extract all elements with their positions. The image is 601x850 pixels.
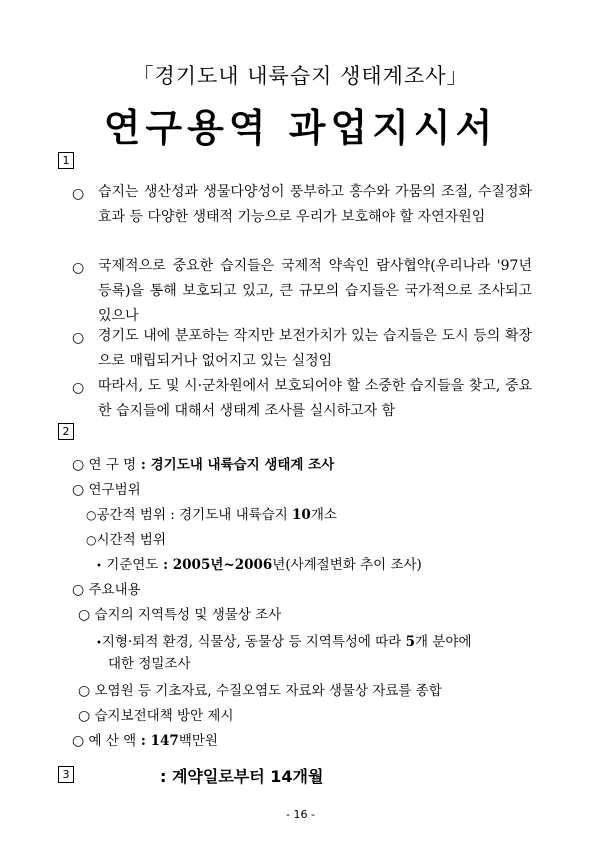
- content-item-2: [78, 681, 442, 701]
- research-scope-row: [72, 480, 141, 500]
- budget-value: 147: [150, 733, 179, 749]
- content-item-1-text: 습지의 지역특성 및 생물상 조사: [94, 607, 282, 623]
- bullet-icon: ○: [72, 186, 85, 202]
- base-year-start: 2005: [172, 557, 211, 573]
- temporal-scope-row: [86, 530, 166, 550]
- temporal-scope-label: 시간적 범위: [96, 532, 166, 548]
- main-content-row: [72, 580, 141, 600]
- content-item-3: [78, 706, 234, 726]
- section-1-item-3: 경기도 내에 분포하는 작지만 보전가치가 있는 습지들은 도시 등의 확장으로 매립되거나 없어지고 있는 실정임: [98, 328, 532, 369]
- section-3-number: 3: [58, 766, 74, 783]
- bullet-icon: ○: [78, 607, 91, 623]
- contract-period: : 계약일로부터 14개월: [160, 767, 324, 786]
- research-scope-label: 연구범위: [88, 482, 141, 498]
- bullet-icon: ○: [86, 508, 97, 522]
- bullet-icon: ○: [78, 683, 91, 699]
- base-year-label: 기준연도: [106, 557, 159, 573]
- spatial-scope-count: 10: [292, 507, 311, 523]
- spatial-scope-unit: 개소: [310, 507, 337, 523]
- base-year-start-unit: 년~: [210, 557, 235, 573]
- content-item-1-detail-text: 지형·퇴적 환경, 식물상, 동물상 등 지역특성에 따라: [101, 634, 406, 650]
- section-1-number: 1: [58, 152, 74, 169]
- section-1-item-2: 국제적으로 중요한 습지들은 국제적 약속인 람사협약(우리나라 '97년 등록)을 통해 보호되고 있고, 큰 규모의 습지들은 국가적으로 조사되고 있으나: [98, 258, 532, 324]
- content-item-2-text: 오염원 등 기초자료, 수질오염도 자료와 생물상 자료를 종합: [94, 683, 442, 699]
- spatial-scope-row: [86, 505, 337, 525]
- budget-unit: 백만원: [178, 733, 218, 749]
- section-1-item-1: 습지는 생산성과 생물다양성이 풍부하고 홍수와 가뭄의 조절, 수질정화효과 등 다양한 생태적 기능으로 우리가 보호해야 할 자연자원임: [98, 184, 532, 225]
- spatial-scope-label: 공간적 범위: [96, 507, 166, 523]
- base-year-note: (사계절변화 추이 조사): [285, 557, 422, 573]
- budget-row: [72, 731, 218, 751]
- base-year-colon: :: [158, 557, 173, 573]
- budget-label: 예 산 액: [88, 733, 137, 749]
- base-year-end: 2006: [234, 557, 273, 573]
- research-name-value: : 경기도내 내륙습지 생태계 조사: [136, 457, 335, 473]
- document-title: 연구용역 과업지시서: [103, 106, 498, 150]
- dot-bullet-icon: •: [96, 638, 102, 649]
- base-year-end-unit: 년: [272, 557, 286, 573]
- bullet-icon: ○: [72, 457, 85, 473]
- research-name-label: 연 구 명: [88, 457, 137, 473]
- bullet-icon: ○: [72, 733, 85, 749]
- bullet-icon: ○: [78, 708, 91, 724]
- content-item-3-text: 습지보전대책 방안 제시: [94, 708, 234, 724]
- document-subtitle: 「경기도내 내륙습지 생태계조사」: [132, 64, 469, 88]
- bullet-icon: ○: [72, 482, 85, 498]
- section-2-number: 2: [58, 423, 74, 440]
- budget-colon: :: [136, 733, 151, 749]
- bullet-icon: ○: [72, 330, 85, 346]
- page-number: - 16 -: [286, 808, 315, 821]
- bullet-icon: ○: [72, 582, 85, 598]
- content-item-1-detail-suffix: 개 분야에: [415, 634, 472, 650]
- bullet-icon: ○: [86, 533, 97, 547]
- content-item-1-detail-continued: 대한 정밀조사: [108, 656, 191, 672]
- content-item-1: [78, 605, 281, 625]
- content-item-1-detail-number: 5: [405, 634, 416, 650]
- bullet-icon: ○: [72, 260, 85, 276]
- content-item-1-detail: [96, 632, 472, 654]
- bullet-icon: ○: [72, 380, 85, 396]
- spatial-scope-value: : 경기도내 내륙습지: [165, 507, 293, 523]
- section-1-item-4: 따라서, 도 및 시·군차원에서 보호되어야 할 소중한 습지들을 찾고, 중요한 습지들에 대해서 생태계 조사를 실시하고자 함: [98, 378, 532, 419]
- research-name-row: [72, 455, 334, 475]
- base-year-row: [96, 555, 422, 577]
- dot-bullet-icon: •: [96, 561, 102, 572]
- main-content-label: 주요내용: [88, 582, 141, 598]
